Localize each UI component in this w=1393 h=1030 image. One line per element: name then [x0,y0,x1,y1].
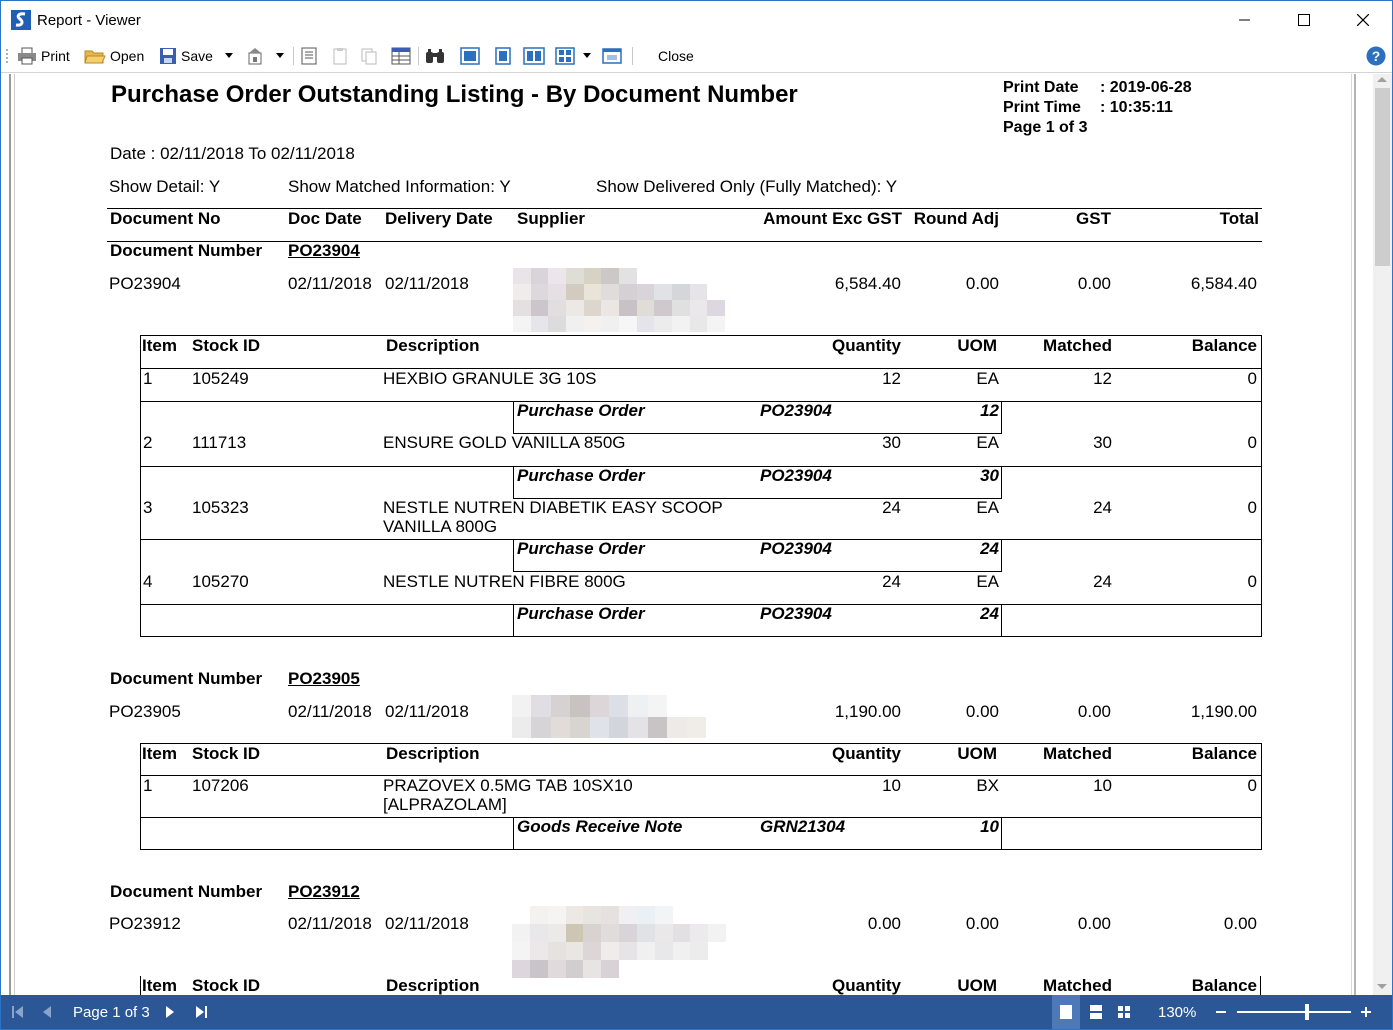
col-matched: Matched [1043,336,1112,355]
ref-type: Purchase Order [517,604,645,623]
report-page-area [1,74,1392,995]
match-ref-divider [1001,817,1002,850]
col-quantity: Quantity [832,744,901,763]
toolbar-separator [293,47,294,65]
vertical-scrollbar[interactable] [1373,74,1392,995]
col-quantity: Quantity [832,336,901,355]
col-matched: Matched [1043,976,1112,995]
single-page-view-icon [1059,1004,1073,1020]
ref-no: GRN21304 [760,817,846,836]
stock-id: 105249 [192,369,249,388]
title-bar [1,1,1392,39]
total: 1,190.00 [1190,702,1257,721]
first-page-icon [11,1005,25,1019]
item-table-left-edge [140,976,141,995]
item-quantity: 30 [882,433,901,452]
item-description: NESTLE NUTREN DIABETIK EASY SCOOP [383,498,723,517]
page-indicator: Page 1 of 3 [73,1003,150,1021]
ref-qty: 12 [980,401,999,420]
col-stock-id: Stock ID [192,976,261,995]
copy-icon [331,47,349,65]
col-description: Description [386,976,480,995]
help-button[interactable] [1366,45,1386,67]
match-ref-divider [1001,604,1002,637]
help-icon [1366,46,1386,66]
ref-type: Goods Receive Note [517,817,683,836]
find-button[interactable] [425,45,445,67]
page-left-edge-inner [14,74,15,995]
doc-number-link[interactable]: PO23905 [288,669,360,688]
two-page-button[interactable] [523,45,545,67]
fullscreen-icon [602,47,622,65]
app-logo-icon [11,10,31,30]
doc-number-link[interactable]: PO23904 [288,241,360,260]
round-adj: 0.00 [965,914,999,933]
multi-page-view-icon [1117,1005,1131,1019]
round-adj: 0.00 [965,274,999,293]
total: 0.00 [1223,914,1257,933]
item-uom: BX [976,776,999,795]
first-page-button[interactable] [11,995,25,1029]
amount: 1,190.00 [834,702,901,721]
item-no: 1 [143,369,153,388]
zoom-out-button[interactable] [1215,995,1227,1029]
gst: 0.00 [1077,702,1111,721]
page-setup-icon [300,47,318,65]
chevron-down-icon [276,53,284,59]
stock-id: 107206 [192,776,249,795]
print-label: Print [41,48,70,64]
zoom-slider-track [1237,1011,1351,1013]
col-uom: UOM [957,336,997,355]
item-description-line2: VANILLA 800G [383,517,498,536]
zoom-level: 130% [1158,1003,1197,1021]
show-detail: Show Detail: Y [109,177,221,196]
supplier-redacted [513,268,725,332]
ref-no: PO23904 [760,604,832,623]
print-date-value: : 2019-06-28 [1100,79,1192,96]
stock-id: 111713 [192,433,247,452]
item-quantity: 12 [882,369,901,388]
print-date-label: Print Date [1003,79,1079,96]
col-matched: Matched [1043,744,1112,763]
doc-no: PO23904 [109,274,181,293]
col-balance: Balance [1191,336,1257,355]
col-stock-id: Stock ID [192,744,261,763]
save-button[interactable] [159,45,233,67]
item-balance: 0 [1247,433,1257,452]
amount: 6,584.40 [834,274,901,293]
window-title: Report - Viewer [37,12,141,29]
maximize-icon [1298,14,1310,26]
delivery-date: 02/11/2018 [385,274,469,293]
ref-qty: 30 [980,466,999,485]
page-info: Page 1 of 3 [1003,119,1088,136]
print-time-value: : 10:35:11 [1100,99,1173,116]
col-uom: UOM [957,744,997,763]
zoom-slider[interactable] [1237,995,1351,1029]
item-description: NESTLE NUTREN FIBRE 800G [383,572,626,591]
item-balance: 0 [1247,572,1257,591]
col-item: Item [142,976,177,995]
item-no: 4 [143,572,153,591]
col-description: Description [386,744,480,763]
minimize-button[interactable] [1216,1,1274,39]
item-table-right-edge [1260,976,1261,995]
report-title: Purchase Order Outstanding Listing - By Document Number [111,81,798,108]
item-uom: EA [976,433,999,452]
item-no: 1 [143,776,153,795]
item-quantity: 24 [882,572,901,591]
chevron-down-icon [583,53,591,59]
two-page-icon [523,47,545,65]
close-window-button[interactable] [1334,1,1392,39]
single-page-icon [460,47,480,65]
page-left-edge [9,74,11,995]
print-button[interactable] [5,45,70,67]
maximize-button[interactable] [1275,1,1333,39]
col-supplier: Supplier [517,209,586,228]
doc-number-link[interactable]: PO23912 [288,882,360,901]
table-icon [391,47,411,65]
col-description: Description [386,336,480,355]
doc-number-label: Document Number [110,669,263,688]
last-page-icon [194,1005,208,1019]
ref-type: Purchase Order [517,466,645,485]
item-balance: 0 [1247,776,1257,795]
toolbar-separator [418,47,419,65]
item-description: ENSURE GOLD VANILLA 850G [383,433,626,452]
export-icon [246,47,268,65]
open-label: Open [110,48,145,64]
open-folder-icon [84,47,106,65]
col-quantity: Quantity [832,976,901,995]
find-icon [425,47,445,65]
col-doc-date: Doc Date [288,209,362,228]
zoom-in-button[interactable] [1360,995,1372,1029]
item-no: 2 [143,433,153,452]
item-balance: 0 [1247,369,1257,388]
item-matched: 30 [1093,433,1112,452]
col-item: Item [142,336,177,355]
save-icon [159,47,177,65]
doc-number-label: Document Number [110,241,263,260]
ref-qty: 24 [980,604,999,623]
col-uom: UOM [957,976,997,995]
item-balance: 0 [1247,498,1257,517]
scrollbar-thumb[interactable] [1375,88,1390,266]
single-page-button[interactable] [460,45,480,67]
page-right-edge-inner [1351,74,1352,995]
ref-type: Purchase Order [517,401,645,420]
item-matched: 12 [1093,369,1112,388]
item-quantity: 24 [882,498,901,517]
gst: 0.00 [1077,914,1111,933]
print-time-label: Print Time [1003,99,1081,116]
total: 6,584.40 [1190,274,1257,293]
col-item: Item [142,744,177,763]
page-gutter [1,74,9,995]
show-matched: Show Matched Information: Y [288,177,511,196]
multi-page-icon [555,47,575,65]
page-right-edge [1354,74,1356,995]
close-label: Close [658,48,694,64]
item-description-line2: [ALPRAZOLAM] [383,795,507,814]
last-page-button[interactable] [194,995,208,1029]
next-page-button[interactable] [164,995,176,1029]
header-bottom-rule [107,241,1262,242]
doc-no: PO23912 [109,914,181,933]
table-button[interactable] [391,45,411,67]
close-icon [1357,14,1369,26]
ref-no: PO23904 [760,539,832,558]
supplier-redacted [512,695,706,738]
plus-icon [1360,1006,1372,1018]
stock-id: 105270 [192,572,249,591]
supplier-redacted [512,906,726,978]
paste-icon [360,47,378,65]
previous-page-button[interactable] [41,995,53,1029]
show-delivered: Show Delivered Only (Fully Matched): Y [596,177,898,196]
doc-no: PO23905 [109,702,181,721]
doc-number-label: Document Number [110,882,263,901]
ref-qty: 24 [980,539,999,558]
row-rule [140,604,1262,605]
view-continuous-button[interactable] [1085,995,1107,1029]
continuous-view-icon [1089,1004,1103,1020]
svg-text:?: ? [1371,48,1381,64]
col-delivery-date: Delivery Date [385,209,493,228]
round-adj: 0.00 [965,702,999,721]
view-single-page-button[interactable] [1052,995,1080,1029]
multi-page-button[interactable] [555,45,591,67]
continuous-button[interactable] [493,45,513,67]
open-button[interactable] [84,45,144,67]
scroll-up-arrow-icon[interactable] [1377,77,1387,82]
next-page-icon [164,1005,176,1019]
view-multi-page-button[interactable] [1113,995,1135,1029]
date-range: Date : 02/11/2018 To 02/11/2018 [110,144,355,163]
amount: 0.00 [867,914,901,933]
col-total: Total [1219,209,1259,228]
toolbar-grip-icon [5,46,9,66]
close-report-button[interactable] [658,45,694,67]
previous-page-icon [41,1005,53,1019]
minus-icon [1215,1006,1227,1018]
toolbar-separator [632,47,633,65]
item-uom: EA [976,498,999,517]
item-matched: 24 [1093,498,1112,517]
match-ref-divider [513,604,514,637]
match-ref-divider [513,817,514,850]
export-dropdown-button[interactable] [246,45,284,67]
status-bar [1,995,1392,1029]
gst: 0.00 [1077,274,1111,293]
item-no: 3 [143,498,153,517]
ref-type: Purchase Order [517,539,645,558]
col-stock-id: Stock ID [192,336,261,355]
doc-date: 02/11/2018 [288,914,372,933]
col-doc-no: Document No [110,209,221,228]
col-balance: Balance [1191,976,1257,995]
print-icon [17,47,37,65]
col-gst: GST [1076,209,1111,228]
fullscreen-button[interactable] [602,45,622,67]
scroll-down-arrow-icon[interactable] [1377,984,1387,989]
col-round-adj: Round Adj [913,209,999,228]
copy-button[interactable] [331,45,349,67]
delivery-date: 02/11/2018 [385,914,469,933]
continuous-icon [493,47,513,65]
zoom-slider-thumb[interactable] [1305,1004,1309,1020]
item-matched: 10 [1093,776,1112,795]
item-description: PRAZOVEX 0.5MG TAB 10SX10 [383,776,633,795]
ref-qty: 10 [980,817,999,836]
item-matched: 24 [1093,572,1112,591]
toolbar [1,40,1392,73]
ref-no: PO23904 [760,401,832,420]
ref-no: PO23904 [760,466,832,485]
item-uom: EA [976,369,999,388]
page-setup-button[interactable] [300,45,318,67]
doc-date: 02/11/2018 [288,702,372,721]
row-rule [140,817,1262,818]
item-quantity: 10 [882,776,901,795]
paste-button[interactable] [360,45,378,67]
doc-date: 02/11/2018 [288,274,372,293]
col-amount: Amount Exc GST [763,209,902,228]
col-balance: Balance [1191,744,1257,763]
item-description: HEXBIO GRANULE 3G 10S [383,369,597,388]
item-uom: EA [976,572,999,591]
minimize-icon [1239,14,1251,26]
save-label: Save [181,48,213,64]
stock-id: 105323 [192,498,249,517]
delivery-date: 02/11/2018 [385,702,469,721]
chevron-down-icon [225,53,233,59]
